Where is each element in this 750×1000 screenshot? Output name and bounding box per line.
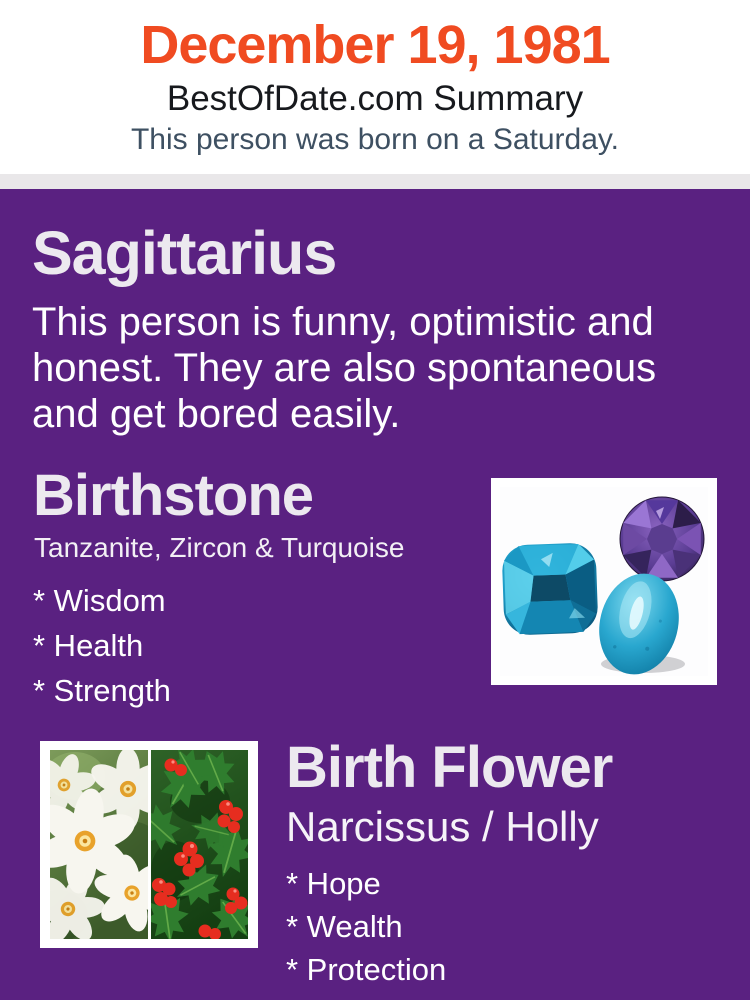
header [0,0,750,174]
born-day-line: This person was born on a Saturday. [130,123,620,157]
summary-panel [0,189,750,1000]
zodiac-heading: Sagittarius [32,219,337,287]
divider-bar [0,174,750,189]
zodiac-description: This person is funny, optimistic and honest. They are also spontaneous and get bored easily. [32,300,657,436]
trait-item: * Protection [286,952,447,987]
birth-flower-photo-card [40,741,258,948]
birthstone-heading: Birthstone [33,463,313,528]
trait-item: * Wealth [286,909,403,944]
page-title-date: December 19, 1981 [140,15,610,75]
birthstone-photo [491,478,717,685]
birthstone-photo-card [491,478,717,685]
trait-item: * Hope [286,866,381,901]
site-summary-title: BestOfDate.com Summary [166,78,584,118]
trait-item: * Strength [33,673,171,708]
trait-item: * Health [33,628,144,663]
birthstone-names: Tanzanite, Zircon & Turquoise [34,532,405,563]
birthstone-trait-list [33,585,171,720]
photo-divider [148,750,151,939]
tanzanite-gem [620,497,704,581]
birth-flower-photo [40,741,258,948]
birth-flower-heading: Birth Flower [286,735,613,800]
trait-item: * Wisdom [33,583,166,618]
birth-flower-trait-list [286,868,726,985]
birth-flower-block [286,735,726,997]
birth-flower-names: Narcissus / Holly [286,803,599,850]
zircon-gem [501,542,598,635]
